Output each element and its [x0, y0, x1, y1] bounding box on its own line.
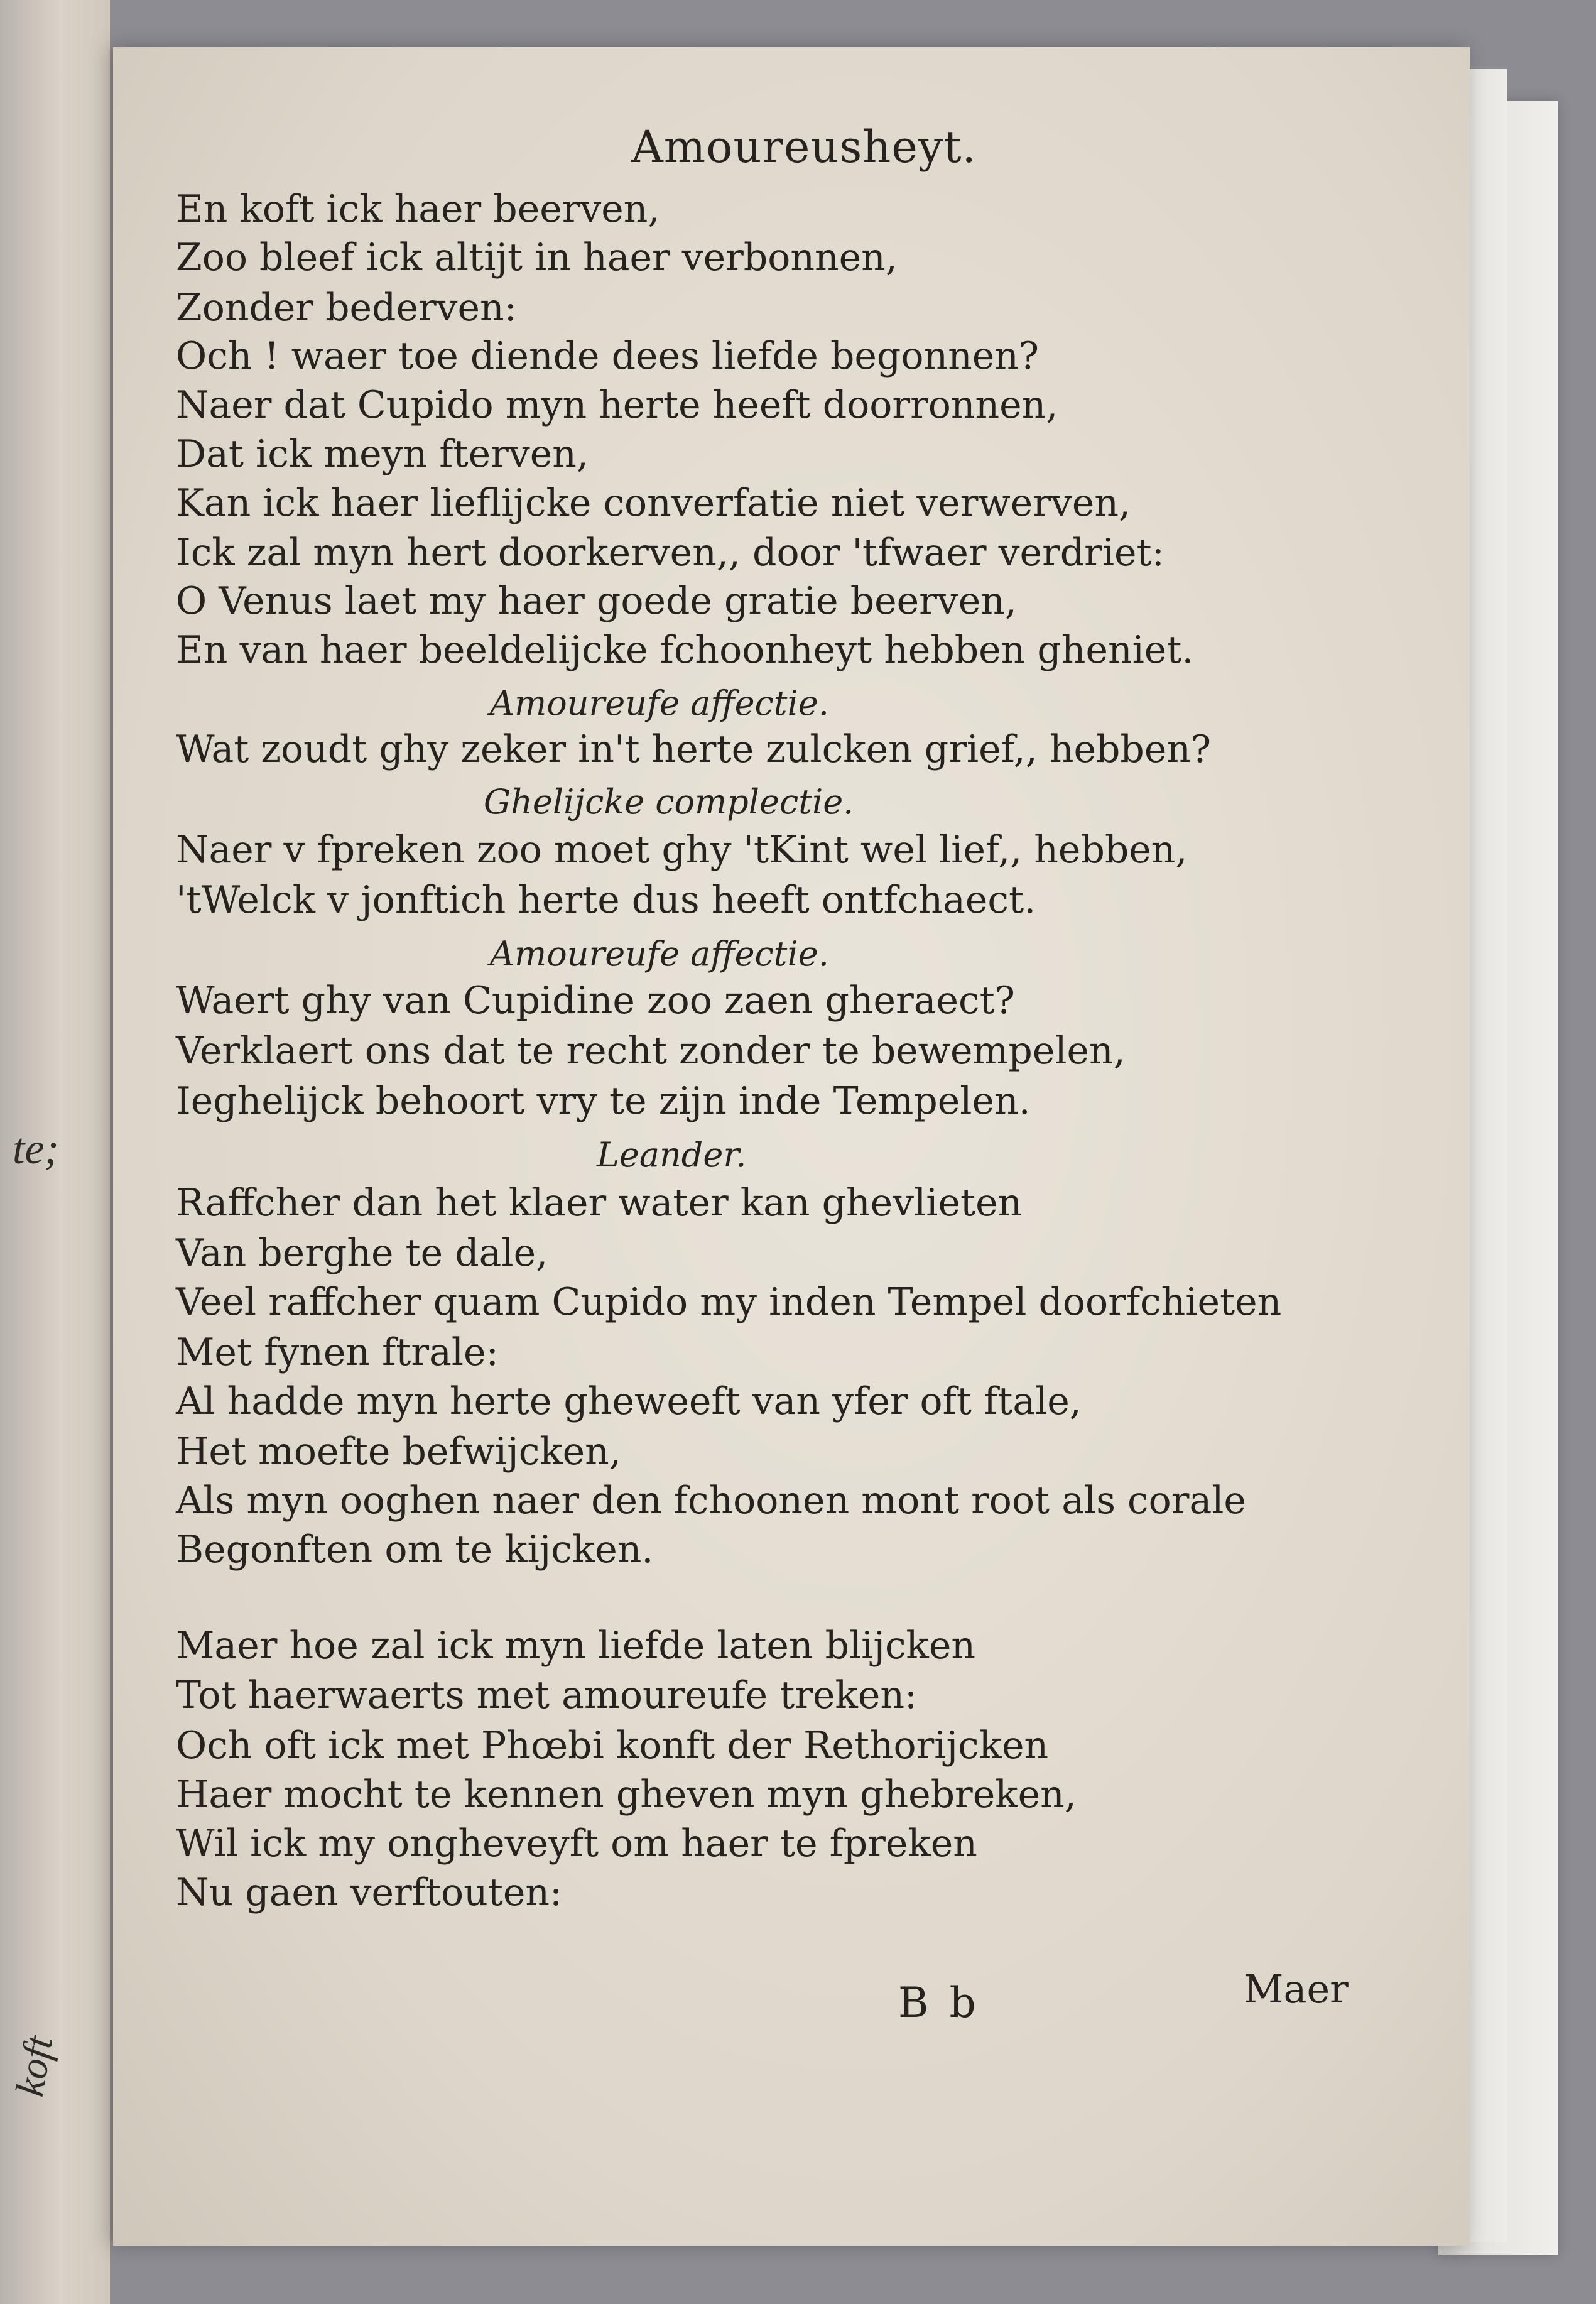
verse-line: Van berghe te dale,	[176, 1231, 548, 1275]
facing-page-fragment: te;	[13, 1125, 59, 1173]
verse-line: O Venus laet my haer goede gratie beerven,	[176, 579, 1017, 623]
verse-line: 'tWelck v jonftich herte dus heeft ontfchaect.	[176, 878, 1036, 922]
verse-line: Wil ick my ongheveyft om haer te fpreken	[176, 1822, 977, 1866]
speaker-name: Leander.	[597, 1135, 747, 1175]
verse-line: Raffcher dan het klaer water kan ghevlieten	[176, 1181, 1023, 1225]
verse-line: Tot haerwaerts met amoureufe treken:	[176, 1673, 918, 1717]
verse-line: Veel raffcher quam Cupido my inden Tempel doorfchieten	[176, 1280, 1282, 1324]
verse-line: Nu gaen verftouten:	[176, 1871, 563, 1915]
catchword: Maer	[1244, 1966, 1349, 2012]
verse-line: Naer v fpreken zoo moet ghy 'tKint wel lief,, hebben,	[176, 828, 1188, 872]
verse-line: Och ! waer toe diende dees liefde begonnen?	[176, 334, 1040, 378]
verse-line: Waert ghy van Cupidine zoo zaen gheraect?	[176, 979, 1015, 1023]
verse-line: Het moefte befwijcken,	[176, 1430, 621, 1474]
facing-page-fragment: koft	[6, 2032, 62, 2100]
verse-line: Dat ick meyn fterven,	[176, 432, 589, 476]
book-page	[113, 47, 1470, 2246]
verse-line: Maer hoe zal ick myn liefde laten blijcken	[176, 1624, 976, 1668]
verse-line: Kan ick haer lieflijcke converfatie niet verwerven,	[176, 481, 1131, 525]
verse-line: Och oft ick met Phœbi konft der Rethorijcken	[176, 1724, 1049, 1768]
verse-line: Zonder bederven:	[176, 286, 517, 330]
verse-line: Al hadde myn herte gheweeft van yfer oft ftale,	[176, 1379, 1082, 1423]
speaker-name: Ghelijcke complectie.	[484, 782, 854, 822]
verse-line: Zoo bleef ick altijt in haer verbonnen,	[176, 236, 898, 280]
signature-mark: B b	[898, 1979, 980, 2027]
running-head: Amoureusheyt.	[631, 121, 977, 173]
speaker-name: Amoureufe affectie.	[490, 934, 829, 974]
verse-line: Als myn ooghen naer den fchoonen mont root als corale	[176, 1479, 1246, 1523]
verse-line: Met fynen ftrale:	[176, 1330, 499, 1374]
facing-page-edge	[0, 0, 110, 2304]
verse-line: Ick zal myn hert doorkerven,, door 'tfwaer verdriet:	[176, 531, 1164, 575]
verse-line: Verklaert ons dat te recht zonder te bewempelen,	[176, 1029, 1126, 1073]
verse-line: Naer dat Cupido myn herte heeft doorronnen,	[176, 383, 1058, 427]
verse-line: Begonften om te kijcken.	[176, 1528, 654, 1572]
verse-line: Wat zoudt ghy zeker in't herte zulcken grief,, hebben?	[176, 727, 1212, 771]
verse-line: En van haer beeldelijcke fchoonheyt hebben gheniet.	[176, 628, 1194, 672]
verse-line: Haer mocht te kennen gheven myn ghebreken,	[176, 1773, 1077, 1817]
verse-line: En koft ick haer beerven,	[176, 187, 660, 231]
page-text	[113, 47, 1470, 2246]
verse-line: Ieghelijck behoort vry te zijn inde Tempelen.	[176, 1079, 1031, 1123]
speaker-name: Amoureufe affectie.	[490, 683, 829, 723]
